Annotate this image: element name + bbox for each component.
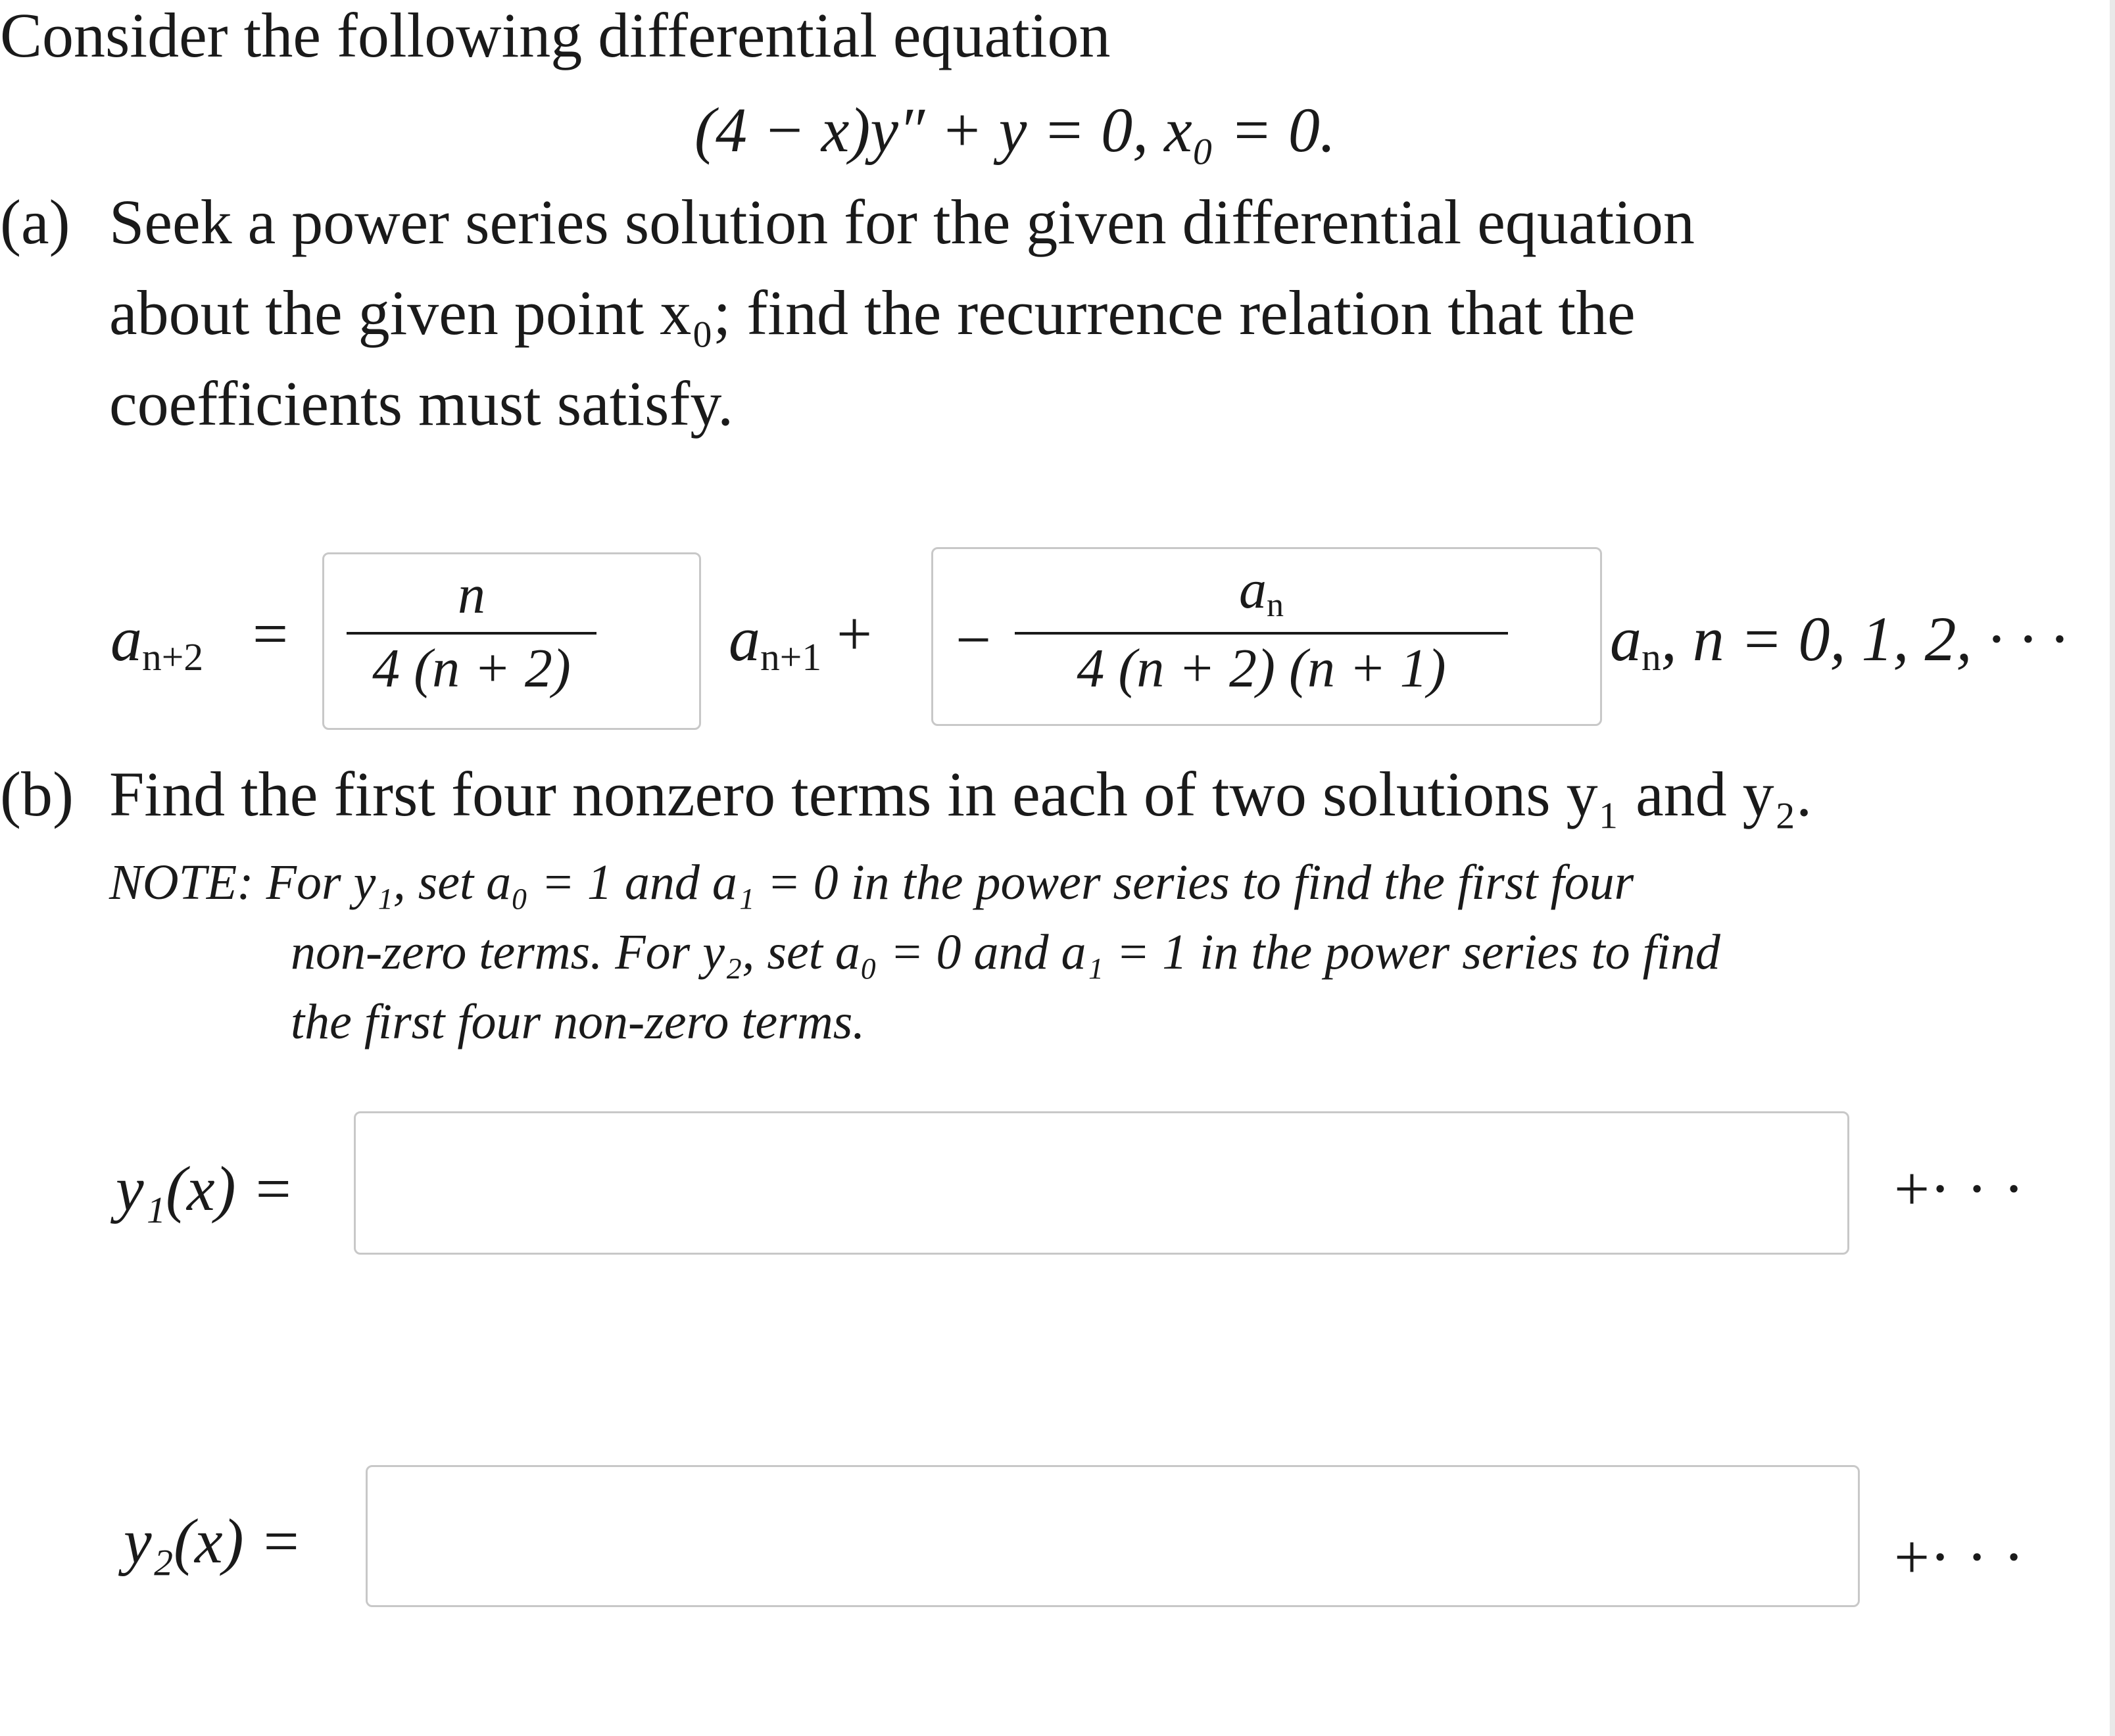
page-edge	[2110, 0, 2115, 1736]
y1-series-suffix: +· · ·	[1894, 1153, 2025, 1224]
y2-series-suffix: +· · ·	[1894, 1522, 2025, 1592]
y2-answer-field[interactable]	[366, 1465, 1860, 1607]
part-a-line2: about the given point x₀; find the recurrence relation that the	[109, 277, 1636, 348]
y2-label: y₂(x) =	[124, 1506, 303, 1576]
part-b-line1: Find the first four nonzero terms in each of two solutions y₁ and y₂.	[109, 759, 1812, 829]
fraction-1-bar	[347, 632, 596, 635]
recurrence-middle-term: $a_{n+1}$	[729, 604, 822, 679]
y1-answer-field[interactable]	[354, 1111, 1849, 1255]
recurrence-plus: +	[837, 598, 873, 669]
recurrence-tail: $a_n$, n = 0, 1, 2, · · ·	[1610, 604, 2067, 679]
fraction-2	[1015, 559, 1508, 700]
differential-equation: (4 − x)y″ + y = 0, x₀ = 0.	[694, 95, 1336, 165]
part-a-line1: Seek a power series solution for the given differential equation	[109, 187, 1695, 257]
fraction-2-denominator: 4 (n + 2) (n + 1)	[1077, 638, 1446, 700]
recurrence-answer-box-2[interactable]	[931, 547, 1602, 726]
note-line1: NOTE: For y₁, set a₀ = 1 and a₁ = 0 in the power series to find the first four	[109, 855, 1634, 910]
note-line3: the first four non-zero terms.	[291, 994, 865, 1049]
fraction-1-numerator: n	[458, 564, 485, 625]
recurrence-equals: =	[253, 598, 289, 669]
fraction-2-sign: −	[956, 604, 992, 675]
recurrence-answer-box-1[interactable]	[322, 552, 701, 730]
fraction-1	[347, 564, 596, 699]
part-b-label: (b)	[0, 759, 74, 829]
fraction-1-denominator: 4 (n + 2)	[372, 638, 571, 699]
y1-label: y₁(x) =	[116, 1153, 295, 1224]
note-line2: non-zero terms. For y₂, set a₀ = 0 and a₁ = 1 in the power series to find	[291, 925, 1720, 980]
fraction-2-numerator: $a_n$	[1238, 559, 1284, 625]
intro-text: Consider the following differential equation	[0, 0, 1111, 70]
part-a-line3: coefficients must satisfy.	[109, 368, 734, 439]
recurrence-lhs: $a_{n+2}$	[110, 604, 204, 679]
part-a-label: (a)	[0, 187, 70, 257]
fraction-2-bar	[1015, 632, 1508, 635]
